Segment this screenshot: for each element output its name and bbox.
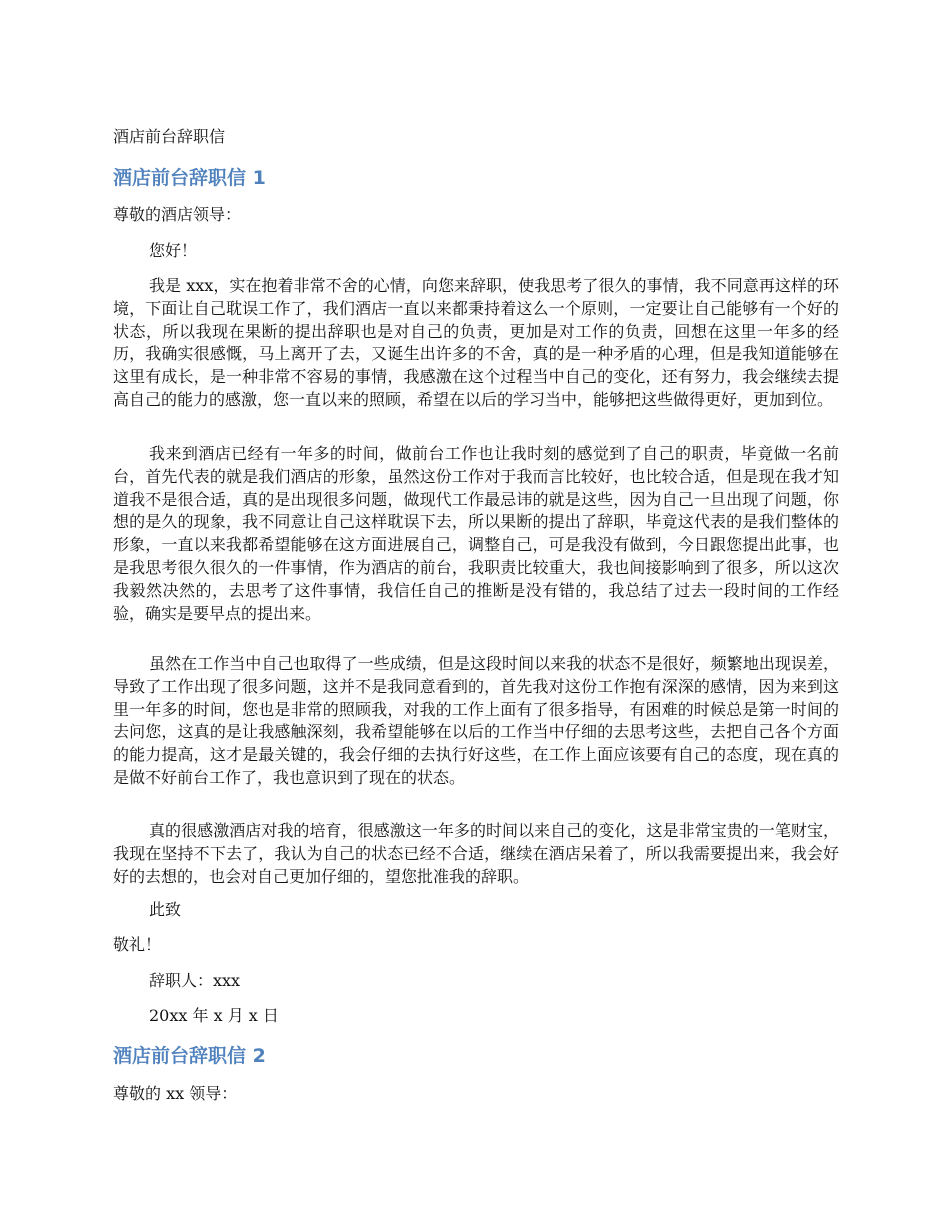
signer: 辞职人：xxx [149,971,241,990]
section-heading-2: 酒店前台辞职信 2 [113,1045,266,1067]
salutation-1: 尊敬的酒店领导： [113,205,242,224]
date: 20xx 年 x 月 x 日 [149,1006,279,1025]
greeting: 您好！ [149,241,198,260]
body-paragraph-1: 我是 xxx，实在抱着非常不舍的心情，向您来辞职，使我思考了很久的事情，我不同意再这样的环境，下面让自己耽误工作了，我们酒店一直以来都秉持着这么一个原则，一定要让自己能够有一个好的状态，所以我现在果断的提出辞职也是对自己的负责，更加是对工作的负责，回想在这里一年多的经历，我确实很感慨，马上离开了去，又诞生出许多的不舍，真的是一种矛盾的心理，但是我知道能够在这里有成长，是一种非常不容易的事情，我感激在这个过程当中自己的变化，还有努力，我会继续去提高自己的能力的感激，您一直以来的照顾，希望在以后的学习当中，能够把这些做得更好，更加到位。 [113,276,839,409]
body-paragraph-2: 我来到酒店已经有一年多的时间，做前台工作也让我时刻的感觉到了自己的职责，毕竟做一名前台，首先代表的就是我们酒店的形象，虽然这份工作对于我而言比较好，也比较合适，但是现在我才知道我不是很合适，真的是出现很多问题，做现代工作最忌讳的就是这些，因为自己一旦出现了问题，你想的是久的现象，我不同意让自己这样耽误下去，所以果断的提出了辞职，毕竟这代表的是我们整体的形象，一直以来我都希望能够在这方面进展自己，调整自己，可是我没有做到，今日跟您提出此事，也是我思考很久很久的一件事情，作为酒店的前台，我职责比较重大，我也间接影响到了很多，所以这次我毅然决然的，去思考了这件事情，我信任自己的推断是没有错的，我总结了过去一段时间的工作经验，确实是要早点的提出来。 [113,444,839,623]
salutation-2: 尊敬的 xx 领导： [113,1084,238,1103]
body-paragraph-4: 真的很感激酒店对我的培育，很感激这一年多的时间以来自己的变化，这是非常宝贵的一笔财宝，我现在坚持不下去了，我认为自己的状态已经不合适，继续在酒店呆着了，所以我需要提出来，我会好好的去想的，也会对自己更加仔细的，望您批准我的辞职。 [113,821,839,886]
document-title: 酒店前台辞职信 [113,127,226,146]
section-heading-1: 酒店前台辞职信 1 [113,167,266,189]
closing: 此致 [149,900,182,919]
regards: 敬礼！ [113,935,162,954]
body-paragraph-3: 虽然在工作当中自己也取得了一些成绩，但是这段时间以来我的状态不是很好，频繁地出现误差，导致了工作出现了很多问题，这并不是我同意看到的，首先我对这份工作抱有深深的感情，因为来到这里一年多的时间，您也是非常的照顾我，对我的工作上面有了很多指导，有困难的时候总是第一时间的去问您，这真的是让我感触深刻，我希望能够在以后的工作当中仔细的去思考这些，去把自己各个方面的能力提高，这才是最关键的，我会仔细的去执行好这些，在工作上面应该要有自己的态度，现在真的是做不好前台工作了，我也意识到了现在的状态。 [113,654,839,787]
